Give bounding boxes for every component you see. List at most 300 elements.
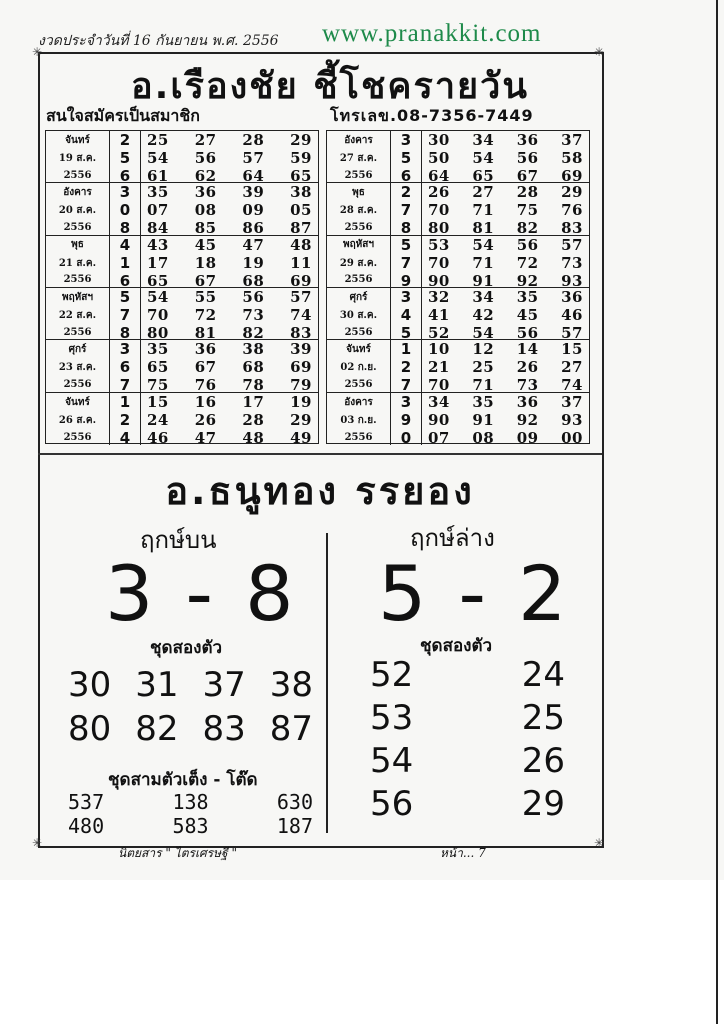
lucky-number: 52 [428, 323, 450, 342]
issue-date-line: งวดประจำวันที่ 16 กันยายน พ.ศ. 2556 [38, 33, 279, 49]
upper-big-number: 3 - 8 [105, 549, 298, 638]
lucky-number: 80 [428, 219, 450, 238]
number-cell [141, 393, 318, 445]
key-digit-cell [391, 131, 422, 185]
lucky-number: 38 [290, 183, 312, 202]
key-digit-cell [391, 287, 422, 342]
lucky-number: 29 [290, 131, 312, 149]
number-cell [141, 340, 318, 395]
lucky-number: 65 [472, 167, 495, 185]
key-digit-cell [110, 131, 141, 185]
day-name: พุธ [352, 187, 365, 199]
lucky-number: 17 [147, 253, 169, 272]
number-cell [422, 235, 589, 290]
lucky-number: 74 [561, 376, 583, 395]
key-digit: 9 [400, 410, 412, 429]
key-digit: 3 [400, 392, 412, 411]
lucky-number: 70 [428, 201, 450, 220]
lucky-number: 57 [561, 323, 583, 342]
lucky-number: 56 [194, 149, 217, 167]
lucky-number: 48 [290, 235, 312, 254]
key-digit: 6 [119, 358, 131, 377]
day-name: ศุกร์ [68, 344, 87, 356]
number-row [147, 254, 312, 272]
day-block [327, 131, 589, 183]
number-row [147, 306, 312, 324]
number-row [147, 236, 312, 254]
lucky-number: 36 [194, 340, 217, 359]
number-row [147, 429, 312, 447]
upper-pair-number-row [68, 665, 313, 705]
lucky-number: 15 [561, 340, 583, 359]
number-row [428, 324, 583, 342]
number-row [428, 183, 583, 201]
lucky-number: 91 [472, 410, 495, 429]
date-cell [46, 340, 110, 391]
lucky-number: 15 [147, 392, 169, 411]
lucky-number: 36 [561, 287, 583, 306]
lower-pair-number-row [370, 741, 565, 781]
date-cell [46, 393, 110, 445]
day-name: อังคาร [344, 396, 373, 408]
lucky-number: 35 [472, 392, 495, 411]
lucky-number: 24 [147, 410, 169, 429]
upper-pair-number: 31 [135, 665, 179, 705]
lucky-number: 34 [428, 392, 450, 411]
lucky-number: 68 [242, 358, 265, 377]
day-block [327, 183, 589, 238]
lucky-number: 08 [194, 201, 217, 220]
triple-number: 537 [68, 790, 105, 814]
triple-sets [68, 790, 313, 838]
day-name: พุธ [71, 239, 84, 251]
lucky-number: 25 [147, 131, 169, 149]
triple-number-row [68, 814, 313, 838]
key-digit: 4 [119, 235, 131, 254]
lucky-number: 71 [472, 376, 495, 395]
lucky-number: 92 [516, 410, 539, 429]
upper-label: ฤกษ์บน [140, 526, 217, 554]
lucky-number: 42 [472, 305, 495, 324]
lucky-number: 54 [147, 287, 169, 306]
key-digit: 5 [119, 149, 131, 167]
lucky-number: 41 [428, 305, 450, 324]
date-text: 23 ส.ค. [58, 362, 97, 374]
lucky-number: 64 [242, 167, 265, 185]
lucky-number: 81 [194, 323, 217, 342]
lucky-number: 93 [561, 271, 583, 290]
number-cell [422, 287, 589, 342]
lower-pair-number: 54 [370, 741, 414, 781]
page-fold-area [0, 880, 724, 1024]
key-digit: 6 [119, 271, 131, 290]
number-row [428, 254, 583, 272]
day-block [46, 288, 318, 340]
triple-number: 138 [172, 790, 209, 814]
key-digit: 5 [400, 149, 412, 167]
daily-table-right [326, 130, 590, 447]
triple-number: 583 [172, 814, 209, 838]
number-row [428, 219, 583, 237]
lucky-number: 28 [516, 183, 539, 202]
year-text: 2556 [63, 169, 92, 181]
lucky-number: 37 [561, 392, 583, 411]
key-digit: 3 [119, 183, 131, 202]
lucky-number: 72 [194, 305, 217, 324]
date-text: 21 ส.ค. [58, 257, 97, 269]
year-text: 2556 [344, 432, 373, 444]
lower-pair-number: 24 [521, 655, 565, 695]
number-row [428, 429, 583, 447]
number-cell [422, 131, 589, 185]
lucky-number: 46 [561, 305, 583, 324]
member-text: สนใจสมัครเป็นสมาชิก [46, 106, 200, 125]
section1-title: อ.เรืองชัย ชี้โชครายวัน [131, 66, 529, 107]
lucky-number: 28 [242, 410, 265, 429]
day-block [46, 236, 318, 288]
upper-pair-number: 83 [202, 709, 246, 749]
lucky-number: 55 [194, 287, 217, 306]
lucky-number: 30 [428, 131, 450, 149]
lucky-number: 48 [242, 428, 265, 447]
lucky-number: 57 [242, 149, 265, 167]
day-block [46, 131, 318, 183]
lucky-number: 25 [472, 358, 495, 377]
date-text: 02 ก.ย. [340, 362, 377, 374]
key-digit: 8 [400, 219, 412, 238]
lower-pair-number: 29 [521, 784, 565, 824]
page-edge-line [716, 0, 718, 1024]
lucky-number: 35 [147, 340, 169, 359]
lucky-number: 07 [147, 201, 169, 220]
day-name: จันทร์ [65, 134, 90, 146]
day-name: พฤหัสฯ [62, 291, 93, 303]
number-row [147, 183, 312, 201]
lower-pair-number-row [370, 784, 565, 824]
triple-number: 480 [68, 814, 105, 838]
lucky-number: 65 [290, 167, 312, 185]
lucky-number: 28 [242, 131, 265, 149]
lucky-number: 27 [472, 183, 495, 202]
date-text: 22 ส.ค. [58, 310, 97, 322]
lucky-number: 70 [147, 305, 169, 324]
key-digit: 4 [400, 305, 412, 324]
key-digit: 5 [400, 235, 412, 254]
lucky-number: 56 [242, 287, 265, 306]
day-name: จันทร์ [65, 396, 90, 408]
lucky-number: 43 [147, 235, 169, 254]
lower-big-number: 5 - 2 [378, 549, 571, 638]
lucky-number: 82 [242, 323, 265, 342]
lucky-number: 79 [290, 376, 312, 395]
key-digit-cell [110, 340, 141, 395]
number-cell [422, 393, 589, 445]
year-text: 2556 [63, 378, 92, 390]
year-text: 2556 [63, 326, 92, 338]
number-row [147, 340, 312, 358]
day-block [46, 340, 318, 395]
key-digit: 1 [119, 392, 131, 411]
lucky-number: 85 [194, 219, 217, 238]
lucky-number: 18 [194, 253, 217, 272]
number-row [147, 167, 312, 185]
key-digit: 7 [119, 305, 131, 324]
lower-pair-number-row [370, 698, 565, 738]
key-digit: 2 [400, 183, 412, 202]
two-digit-label-right: ชุดสองตัว [420, 636, 493, 656]
triple-number-row [68, 790, 313, 814]
lucky-number: 83 [561, 219, 583, 238]
key-digit: 6 [119, 167, 131, 185]
lucky-number: 39 [242, 183, 265, 202]
lucky-number: 34 [472, 131, 495, 149]
lucky-number: 78 [242, 376, 265, 395]
number-row [428, 288, 583, 306]
lucky-number: 56 [516, 235, 539, 254]
date-cell [46, 183, 110, 234]
lucky-number: 92 [516, 271, 539, 290]
lucky-number: 27 [561, 358, 583, 377]
lucky-number: 09 [516, 428, 539, 447]
lucky-number: 09 [242, 201, 265, 220]
number-row [147, 376, 312, 394]
lucky-number: 81 [472, 219, 495, 238]
lucky-number: 12 [472, 340, 495, 359]
year-text: 2556 [63, 432, 92, 444]
key-digit: 7 [400, 201, 412, 220]
day-name: อังคาร [344, 134, 373, 146]
lucky-number: 37 [561, 131, 583, 149]
number-row [428, 201, 583, 219]
date-cell [327, 393, 391, 445]
key-digit-cell [391, 340, 422, 395]
key-digit: 7 [119, 376, 131, 395]
lucky-number: 69 [561, 167, 583, 185]
number-row [428, 411, 583, 429]
lucky-number: 26 [428, 183, 450, 202]
lucky-number: 49 [290, 428, 312, 447]
corner-star-icon: ✳ [32, 45, 43, 59]
key-digit: 4 [119, 428, 131, 447]
magazine-name: นิตยสาร " ไตรเศรษฐี " [118, 846, 237, 860]
lucky-number: 69 [290, 271, 312, 290]
key-digit: 5 [400, 323, 412, 342]
key-digit: 2 [400, 358, 412, 377]
key-digit-cell [110, 235, 141, 290]
lucky-number: 64 [428, 167, 450, 185]
day-block [46, 393, 318, 445]
date-text: 29 ส.ค. [339, 257, 378, 269]
date-text: 30 ส.ค. [339, 310, 378, 322]
lucky-number: 87 [290, 219, 312, 238]
day-block [327, 236, 589, 288]
day-block [46, 183, 318, 238]
key-digit: 2 [119, 131, 131, 149]
upper-pair-number: 87 [269, 709, 313, 749]
lower-pair-number: 52 [370, 655, 414, 695]
lower-pairs [370, 655, 565, 827]
lower-pair-number: 53 [370, 698, 414, 738]
corner-star-icon: ✳ [32, 836, 43, 850]
lucky-number: 90 [428, 410, 450, 429]
date-text: 20 ส.ค. [58, 205, 97, 217]
key-digit: 7 [400, 253, 412, 272]
lucky-number: 59 [290, 149, 312, 167]
key-digit-cell [391, 393, 422, 445]
lucky-number: 68 [242, 271, 265, 290]
number-row [147, 411, 312, 429]
lucky-number: 76 [561, 201, 583, 220]
number-row [428, 393, 583, 411]
number-row [428, 149, 583, 167]
day-block [327, 393, 589, 445]
lucky-number: 91 [472, 271, 495, 290]
key-digit-cell [391, 183, 422, 238]
key-digit: 3 [400, 131, 412, 149]
date-text: 26 ส.ค. [58, 415, 97, 427]
upper-pair-number-row [68, 709, 313, 749]
number-row [428, 340, 583, 358]
two-digit-label: ชุดสองตัว [150, 638, 223, 658]
year-text: 2556 [344, 378, 373, 390]
website-link[interactable]: www.pranakkit.com [322, 20, 542, 47]
date-cell [46, 131, 110, 182]
date-cell [327, 183, 391, 234]
lucky-number: 36 [516, 131, 539, 149]
lucky-number: 29 [561, 183, 583, 202]
year-text: 2556 [344, 326, 373, 338]
year-text: 2556 [344, 274, 373, 286]
lucky-number: 21 [428, 358, 450, 377]
lucky-number: 67 [516, 167, 539, 185]
date-text: 27 ส.ค. [339, 153, 378, 165]
lucky-number: 93 [561, 410, 583, 429]
number-row [428, 236, 583, 254]
lower-label: ฤกษ์ล่าง [410, 524, 495, 552]
lucky-number: 27 [194, 131, 217, 149]
number-cell [141, 183, 318, 238]
number-cell [422, 340, 589, 395]
lucky-number: 08 [472, 428, 495, 447]
date-text: 28 ส.ค. [339, 205, 378, 217]
lucky-number: 50 [428, 149, 450, 167]
key-digit-cell [110, 287, 141, 342]
date-cell [327, 288, 391, 339]
upper-pair-number: 38 [269, 665, 313, 705]
lucky-number: 65 [147, 271, 169, 290]
lucky-number: 62 [194, 167, 217, 185]
key-digit-cell [391, 235, 422, 290]
triple-number: 187 [276, 814, 313, 838]
lucky-number: 05 [290, 201, 312, 220]
day-name: ศุกร์ [349, 291, 368, 303]
lucky-number: 75 [147, 376, 169, 395]
date-cell [327, 131, 391, 182]
lucky-number: 57 [561, 235, 583, 254]
number-cell [141, 235, 318, 290]
date-cell [327, 236, 391, 287]
lucky-number: 53 [428, 235, 450, 254]
lucky-number: 47 [194, 428, 217, 447]
lucky-number: 36 [516, 392, 539, 411]
lucky-number: 71 [472, 201, 495, 220]
lucky-number: 86 [242, 219, 265, 238]
corner-star-icon: ✳ [594, 836, 605, 850]
number-row [147, 324, 312, 342]
upper-pair-number: 82 [135, 709, 179, 749]
lucky-number: 70 [428, 376, 450, 395]
key-digit: 1 [119, 253, 131, 272]
lucky-number: 71 [472, 253, 495, 272]
daily-table-left [45, 130, 319, 447]
key-digit: 6 [400, 167, 412, 185]
lucky-number: 61 [147, 167, 169, 185]
number-row [147, 288, 312, 306]
number-cell [422, 183, 589, 238]
corner-star-icon: ✳ [594, 45, 605, 59]
number-row [428, 131, 583, 149]
upper-pair-number: 80 [68, 709, 112, 749]
section2-title: อ.ธนูทอง รรยอง [165, 469, 475, 513]
lower-pair-number-row [370, 655, 565, 695]
number-row [428, 306, 583, 324]
lucky-number: 70 [428, 253, 450, 272]
column-divider [326, 533, 328, 833]
lucky-number: 76 [194, 376, 217, 395]
number-cell [141, 287, 318, 342]
lucky-number: 39 [290, 340, 312, 359]
number-row [147, 393, 312, 411]
lucky-number: 80 [147, 323, 169, 342]
key-digit: 3 [119, 340, 131, 359]
key-digit-cell [110, 183, 141, 238]
lucky-number: 84 [147, 219, 169, 238]
number-row [428, 376, 583, 394]
number-row [428, 272, 583, 290]
lucky-number: 46 [147, 428, 169, 447]
lucky-number: 75 [516, 201, 539, 220]
key-digit: 3 [400, 287, 412, 306]
number-cell [141, 131, 318, 185]
number-row [147, 149, 312, 167]
upper-pair-number: 30 [68, 665, 112, 705]
lucky-number: 69 [290, 358, 312, 377]
key-digit: 7 [400, 376, 412, 395]
upper-pairs [68, 665, 313, 753]
day-block [327, 288, 589, 340]
lucky-number: 32 [428, 287, 450, 306]
number-row [147, 131, 312, 149]
lucky-number: 35 [516, 287, 539, 306]
year-text: 2556 [344, 221, 373, 233]
lucky-number: 82 [516, 219, 539, 238]
lucky-number: 56 [516, 323, 539, 342]
lucky-number: 45 [516, 305, 539, 324]
day-block [327, 340, 589, 395]
date-cell [46, 288, 110, 339]
key-digit: 8 [119, 219, 131, 238]
lucky-number: 54 [147, 149, 169, 167]
lucky-number: 17 [242, 392, 265, 411]
lucky-number: 19 [290, 392, 312, 411]
number-row [147, 201, 312, 219]
lucky-number: 74 [290, 305, 312, 324]
lucky-number: 14 [516, 340, 539, 359]
lucky-number: 47 [242, 235, 265, 254]
date-text: 03 ก.ย. [340, 415, 377, 427]
lucky-number: 26 [194, 410, 217, 429]
lucky-number: 72 [516, 253, 539, 272]
